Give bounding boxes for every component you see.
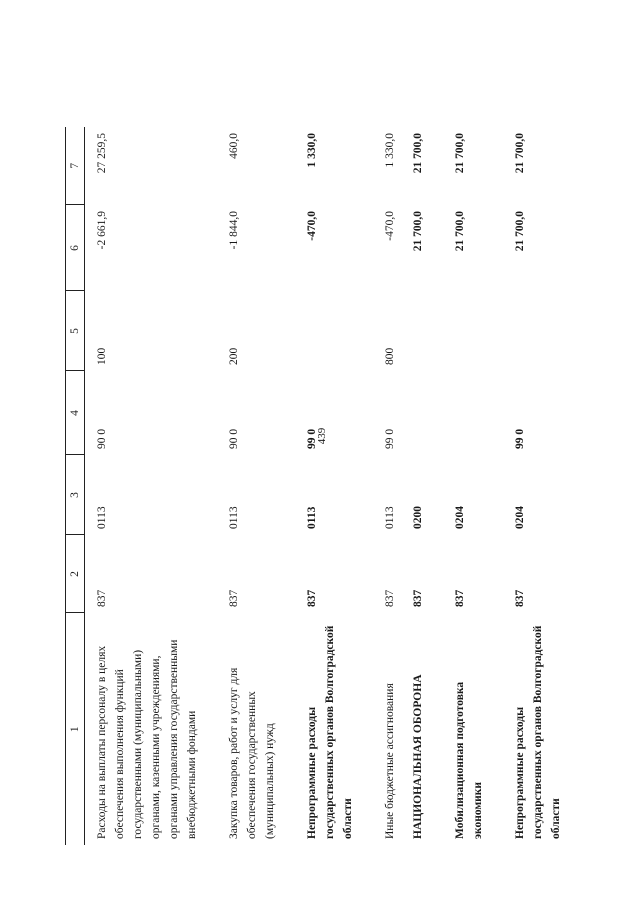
cell-target-code: 99 0 [384, 428, 396, 449]
cell-total-amount: 1 330,0 [384, 133, 396, 168]
cell-section-code: 0113 [96, 506, 108, 529]
cell-change-amount: -470,0 [384, 211, 396, 241]
cell-change-amount: -470,0 [306, 211, 318, 241]
cell-section-code: 0113 [306, 506, 318, 529]
cell-target-code: 90 0 [228, 428, 240, 449]
cell-ministry-code: 837 [228, 589, 240, 607]
row-name: Мобилизационная подготовка экономики [454, 681, 484, 839]
table-row [401, 127, 443, 845]
header-row [66, 127, 85, 845]
cell-target-code [401, 371, 443, 455]
cell-target-code [443, 371, 503, 455]
column-header: 2 [66, 535, 85, 613]
cell-change-amount: -2 661,9 [96, 211, 108, 250]
cell-total-amount: 27 259,5 [96, 133, 108, 174]
column-header: 6 [66, 205, 85, 291]
cell-total-amount: 21 700,0 [454, 133, 466, 174]
cell-change-amount: 21 700,0 [454, 211, 466, 252]
cell-ministry-code: 837 [96, 589, 108, 607]
row-name: Непрограммные расходы государственных органов Волгоградской области [514, 625, 562, 839]
budget-table [65, 127, 581, 845]
cell-section-code: 0113 [228, 506, 240, 529]
column-header: 4 [66, 371, 85, 455]
row-name: Непрограммные расходы государственных органов Волгоградской области [306, 625, 354, 839]
cell-ministry-code: 837 [454, 589, 466, 607]
cell-expense-type [401, 291, 443, 371]
cell-target-code: 90 0 [96, 428, 108, 449]
table-row [217, 127, 295, 845]
cell-total-amount: 21 700,0 [514, 133, 526, 174]
row-name: НАЦИОНАЛЬНАЯ ОБОРОНА [412, 674, 424, 839]
cell-ministry-code: 837 [384, 589, 396, 607]
cell-change-amount: 21 700,0 [412, 211, 424, 252]
cell-expense-type [295, 291, 373, 371]
cell-ministry-code: 837 [514, 589, 526, 607]
table-row [503, 127, 581, 845]
cell-ministry-code: 837 [412, 589, 424, 607]
column-header: 3 [66, 455, 85, 535]
cell-total-amount: 1 330,0 [306, 133, 318, 168]
row-name: Расходы на выплаты персоналу в целях обеспечения выполнения функций государственными (муниципальными) органами, казенными учреждениями, органами управления государственными внебюджетными фондами [96, 639, 198, 839]
row-name: Закупка товаров, работ и услуг для обеспечения государственных (муниципальных) нужд [228, 667, 276, 839]
cell-section-code: 0113 [384, 506, 396, 529]
page-number: 439 [316, 427, 328, 445]
rotated-page-content [65, 127, 562, 845]
cell-ministry-code: 837 [306, 589, 318, 607]
cell-expense-type [443, 291, 503, 371]
table-row [85, 127, 218, 845]
cell-expense-type: 200 [228, 347, 240, 365]
table-row [373, 127, 401, 845]
column-header: 5 [66, 291, 85, 371]
row-name: Иные бюджетные ассигнования [384, 683, 396, 839]
column-header: 7 [66, 127, 85, 205]
cell-expense-type [503, 291, 581, 371]
table-row [443, 127, 503, 845]
cell-target-code: 99 0 [514, 428, 526, 449]
cell-total-amount: 21 700,0 [412, 133, 424, 174]
cell-section-code: 0204 [514, 506, 526, 529]
cell-change-amount: 21 700,0 [514, 211, 526, 252]
cell-expense-type: 100 [96, 347, 108, 365]
column-header: 1 [66, 613, 85, 845]
cell-section-code: 0204 [454, 506, 466, 529]
cell-expense-type: 800 [384, 347, 396, 365]
cell-change-amount: -1 844,0 [228, 211, 240, 250]
cell-total-amount: 460,0 [228, 133, 240, 159]
cell-section-code: 0200 [412, 506, 424, 529]
table-row [295, 127, 373, 845]
cell-target-code: 99 0 [306, 428, 318, 449]
